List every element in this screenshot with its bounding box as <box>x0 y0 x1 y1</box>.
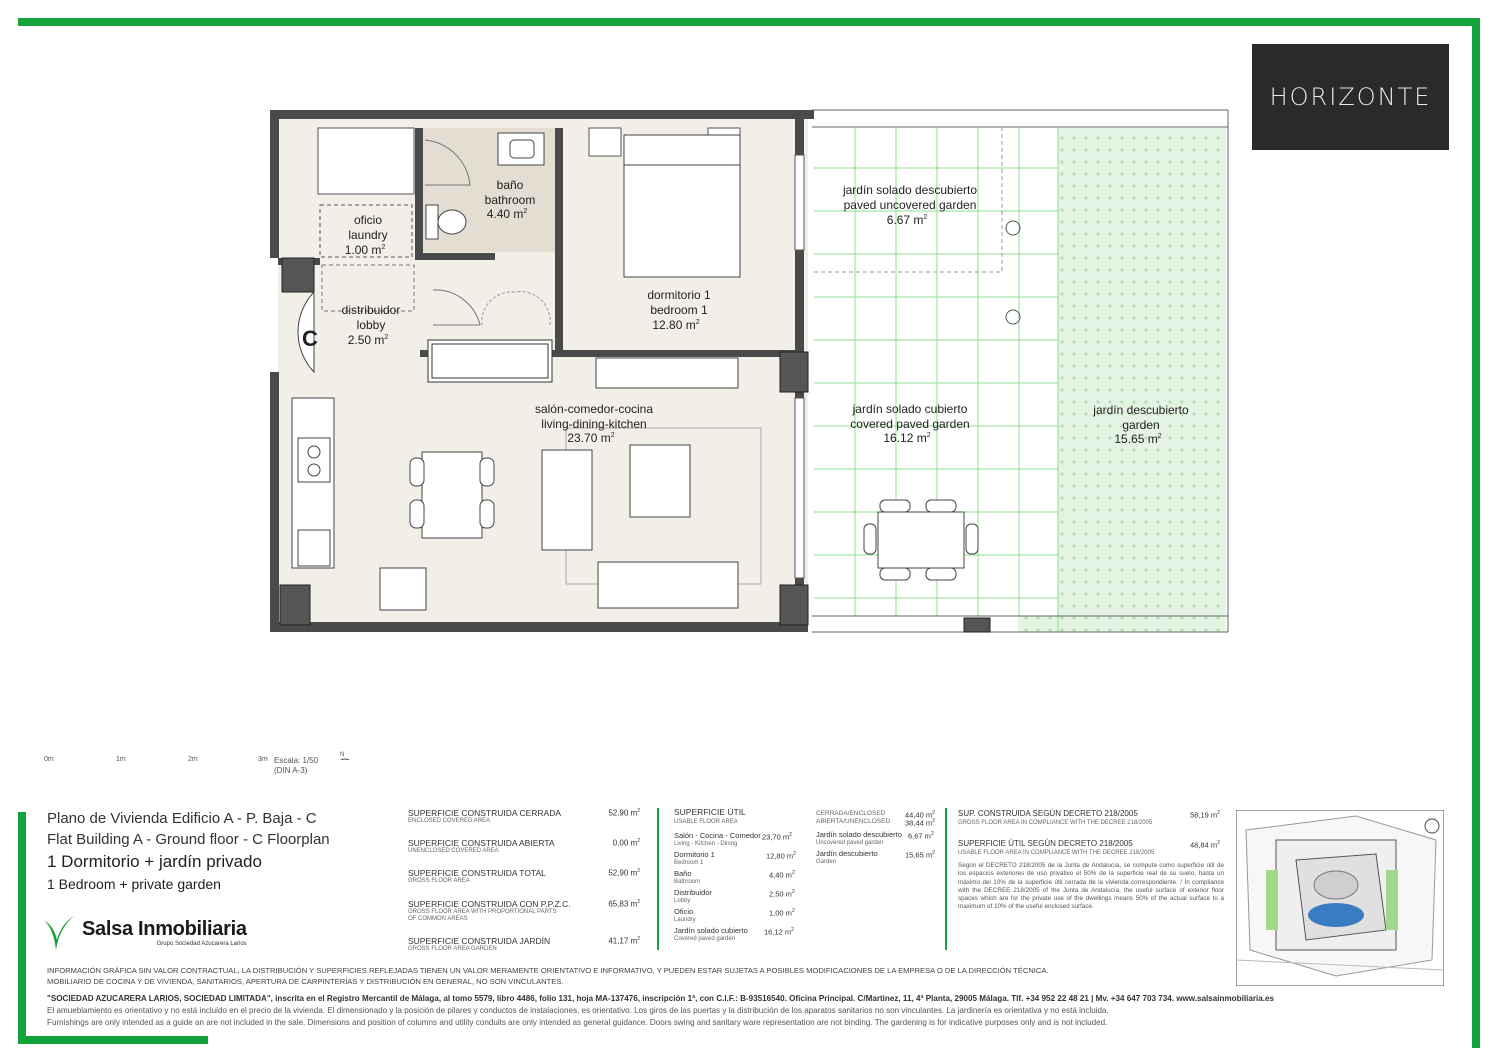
logo-text: HORIZONTE <box>1269 83 1432 111</box>
scale-tick-1: 1m <box>116 756 126 763</box>
subtitle-en: 1 Bedroom + private garden <box>47 876 221 892</box>
toilet-bowl <box>438 210 466 234</box>
useful-value: 1,00 $m^2$ <box>769 908 795 918</box>
unenclosed-value: 38,44 $m^2$ <box>905 818 935 828</box>
surface-sublabel: GROSS FLOOR AREA GARDEN <box>408 946 497 952</box>
title-es: Plano de Vivienda Edificio A - P. Baja - C <box>47 810 317 827</box>
surface-label: SUPERFICIE CONSTRUIDA TOTAL <box>408 868 546 878</box>
useful-title: SUPERFICIE ÚTIL <box>674 807 746 817</box>
surface-label: SUPERFICIE CONSTRUIDA CERRADA <box>408 808 562 818</box>
surface-row <box>408 868 640 885</box>
useful-value: 12,80 $m^2$ <box>766 851 796 861</box>
decree-block <box>958 808 1226 938</box>
column-3 <box>280 585 310 625</box>
label-uncovered-area: 6.67 $m^2$ <box>886 213 928 227</box>
sink <box>298 530 330 566</box>
unit-letter: C <box>302 326 318 351</box>
label-bedroom-en: bedroom 1 <box>650 303 708 317</box>
surface-sublabel: GROSS FLOOR AREA WITH PROPORTIONAL PARTS <box>408 909 557 915</box>
label-lobby-es: distribuidor <box>341 303 401 317</box>
site-map <box>1236 810 1444 986</box>
label-living-en: living-dining-kitchen <box>541 417 647 431</box>
label-laundry-es: oficio <box>353 213 383 227</box>
garden-grass-strip <box>1018 616 1226 632</box>
label-lobby-area: 2.50 $m^2$ <box>347 333 389 347</box>
label-bedroom-area: 12.80 $m^2$ <box>652 318 700 332</box>
decree-note: Según el DECRETO 218/2005 de la Junta de Andalucía, se computa como superficie útil de los espacios exteriores de uso privativo el 50% de la superficie real de su suelo, hasta un máximo del 10% de la superficie útil cerrada de la vivienda correspondiente. / In compliance with the DECREE 218/2005 of the Junta de Andalucía, the useful surface of exterior floor spaces which are for the private use of the dwellings means 50% of the actual surface to a maximum of 10% of the useful enclosed surface. <box>958 862 1224 911</box>
label-laundry-area: 1.00 $m^2$ <box>344 243 386 257</box>
label-garden-es: jardín descubierto <box>1093 403 1189 417</box>
surface-sublabel-2: OF COMMON AREAS <box>408 916 468 922</box>
label-bathroom-en: bathroom <box>484 193 536 207</box>
label-covered-en: covered paved garden <box>850 417 970 431</box>
label-bedroom-es: dormitorio 1 <box>647 288 711 302</box>
surface-row <box>408 936 640 953</box>
post-2 <box>1006 310 1020 324</box>
column-1 <box>282 258 314 292</box>
label-bathroom-area: 4.40 $m^2$ <box>486 207 528 221</box>
scale-label: Escala: 1/50 <box>274 756 319 765</box>
surface-value: 52,90 $m^2$ <box>608 808 640 818</box>
unenclosed-row: ABIERTA/UNENCLOSED <box>816 818 891 825</box>
agency-logo <box>40 912 247 952</box>
decree-useful-sub: USABLE FLOOR AREA IN COMPLIANCE WITH THE DECREE 218/2005 <box>958 850 1155 856</box>
north-label: N <box>340 752 345 758</box>
shaft-inner <box>432 344 548 378</box>
uncovered-garden-value: 6,67 $m^2$ <box>908 831 934 841</box>
disclaimer-info-2: MOBILIARIO DE COCINA Y DE VIVIENDA, SANITARIOS, APERTURA DE CARPINTERÍAS Y DISTRIBUCIÓN EN GENERAL, NO SON VINCULANTES. <box>47 977 564 986</box>
useful-surfaces-table <box>674 808 796 950</box>
disclaimer-es: El amueblamiento es orientativo y no está incluido en el precio de la vivienda. El dimensionado y la posición de pilares y conductos de instalaciones, es orientativo. Los giros de las puertas y la distribución de los aparatos sanitarios no son vinculantes. La jardinería es orientativa y no está incluida. <box>47 1006 1109 1015</box>
surface-row <box>408 899 640 923</box>
decree-built-label: SUP. CONSTRUIDA SEGÚN DECRETO 218/2005 <box>958 809 1138 818</box>
title-block <box>47 808 330 894</box>
garden-grass <box>1058 128 1226 616</box>
surface-value: 0,00 $m^2$ <box>612 838 640 848</box>
tv-unit <box>596 358 738 388</box>
frame-bottom-border <box>18 1036 208 1044</box>
surface-label: SUPERFICIE CONSTRUIDA CON P.P.Z.C. <box>408 899 571 909</box>
enclosed-value: 44,40 $m^2$ <box>905 810 935 820</box>
decree-built-sub: GROSS FLOOR AREA IN COMPLIANCE WITH THE DECREE 218/2005 <box>958 820 1153 826</box>
surface-sublabel: ENCLOSED COVERED AREA <box>408 818 491 824</box>
subtitle-es: 1 Dormitorio + jardín privado <box>47 852 262 871</box>
column-5 <box>964 618 990 632</box>
decree-built-value: 58,19 $m^2$ <box>1190 810 1220 820</box>
toilet-tank <box>426 205 438 239</box>
disclaimer-company: "SOCIEDAD AZUCARERA LARIOS, SOCIEDAD LIMITADA", inscrita en el Registro Mercantil de Málaga, al tomo 5579, libro 4486, folio 131, hoja MA-137476, inscripción 1ª, con C.I.F.: B-93516540. Oficina Principal. C/Martinez, 11, 4ª Planta, 29005 Málaga. Tlf. +34 952 22 48 21 | Mv. +34 647 703 734. www.salsainmobiliaria.es <box>47 994 1274 1003</box>
garden-row: Jardín descubierto Garden <box>816 849 878 865</box>
surface-sublabel: GROSS FLOOR AREA <box>408 878 470 884</box>
decree-useful-label: SUPERFICIE ÚTIL SEGÚN DECRETO 218/2005 <box>958 839 1133 848</box>
sofa-left <box>542 450 592 550</box>
surface-value: 41,17 $m^2$ <box>608 936 640 946</box>
decree-useful-value: 48,84 $m^2$ <box>1190 840 1220 850</box>
useful-subtitle: USABLE FLOOR AREA <box>674 819 738 825</box>
useful-value: 2,50 $m^2$ <box>769 889 795 899</box>
label-garden-area: 15.65 $m^2$ <box>1114 432 1162 446</box>
surface-label: SUPERFICIE CONSTRUIDA ABIERTA <box>408 838 555 848</box>
surface-row <box>408 838 640 855</box>
surface-label: SUPERFICIE CONSTRUIDA JARDÍN <box>408 936 551 946</box>
column-2 <box>780 352 808 392</box>
enclosed-row: CERRADA/ENCLOSED <box>816 810 886 817</box>
useful-row: Dormitorio 1 Bedroom 1 <box>674 850 715 866</box>
surface-row <box>408 808 640 825</box>
label-garden-en: garden <box>1122 418 1160 432</box>
divider-green <box>657 808 659 950</box>
north-arrow-icon <box>337 759 353 760</box>
scale-tick-0: 0m <box>44 756 54 763</box>
useful-row: Jardín solado cubierto Covered paved garden <box>674 926 748 942</box>
useful-row: Oficio Laundry <box>674 907 696 923</box>
disclaimer-en: Furnishings are only intended as a guide an are not included in the sale. Dimensions and position of columns and utility conduits are only intended as general guidance. Doors swing and sanitary ware representation are not binding. The gardening is for indicative purposes only and is not included. <box>47 1018 1108 1027</box>
scale-tick-3: 3m <box>258 756 268 763</box>
agency-name: Salsa Inmobiliaria <box>82 917 247 940</box>
basin-bowl <box>510 140 534 158</box>
useful-value: 4,40 $m^2$ <box>769 870 795 880</box>
title-en: Flat Building A - Ground floor - C Floorplan <box>47 831 330 848</box>
label-living-area: 23.70 $m^2$ <box>567 431 615 445</box>
post-1 <box>1006 221 1020 235</box>
uncovered-garden-row: Jardín solado descubierto Uncovered paved garden <box>816 830 902 846</box>
enclosed-surfaces-table <box>816 808 938 878</box>
agency-subtitle: Grupo Sociedad Azucarera Larios <box>156 940 247 947</box>
coffee-table <box>630 445 690 517</box>
label-uncovered-en: paved uncovered garden <box>843 198 977 212</box>
garden-value: 15,65 $m^2$ <box>905 850 935 860</box>
frame-left-border <box>18 812 26 1044</box>
built-surfaces-table <box>408 808 640 952</box>
bed-headboard <box>624 135 740 165</box>
label-covered-es: jardín solado cubierto <box>852 402 968 416</box>
useful-value: 23,70 $m^2$ <box>762 832 792 842</box>
scale-tick-2: 2m <box>188 756 198 763</box>
agency-leaf-icon <box>40 912 76 952</box>
column-4 <box>780 585 808 625</box>
useful-value: 16,12 $m^2$ <box>764 927 794 937</box>
hob <box>298 438 330 482</box>
garden-table <box>878 512 964 568</box>
label-uncovered-es: jardín solado descubierto <box>842 183 978 197</box>
disclaimer-info: INFORMACIÓN GRÁFICA SIN VALOR CONTRACTUAL, LA DISTRIBUCIÓN Y SUPERFICIES REFLEJADAS TIENEN UN VALOR MERAMENTE ORIENTATIVO E INFORMATIVO, Y PUEDEN ESTAR SUJETAS A POSIBLES MODIFICACIONES DE LA EMPRESA O DE LA DIRECCIÓN TÉCNICA. <box>47 966 1049 975</box>
sofa-bottom <box>598 562 738 608</box>
label-bathroom-es: baño <box>496 178 524 192</box>
surface-value: 65,83 $m^2$ <box>608 899 640 909</box>
useful-row: Salón - Cocina - Comedor Living - Kitchen - Dining <box>674 831 761 847</box>
surface-sublabel: UNENCLOSED COVERED AREA <box>408 848 499 854</box>
label-laundry-en: laundry <box>348 228 388 242</box>
label-lobby-en: lobby <box>356 318 386 332</box>
label-living-es: salón-comedor-cocina <box>534 402 654 416</box>
dining-table <box>422 452 482 538</box>
divider-green-2 <box>945 808 947 950</box>
fridge <box>380 568 426 610</box>
wardrobe <box>318 128 414 194</box>
useful-row: Distribuidor Lobby <box>674 888 712 904</box>
useful-row: Baño Bathroom <box>674 869 701 885</box>
surface-value: 52,90 $m^2$ <box>608 868 640 878</box>
scale-paper: (DIN A-3) <box>274 766 308 775</box>
label-covered-area: 16.12 $m^2$ <box>883 431 931 445</box>
